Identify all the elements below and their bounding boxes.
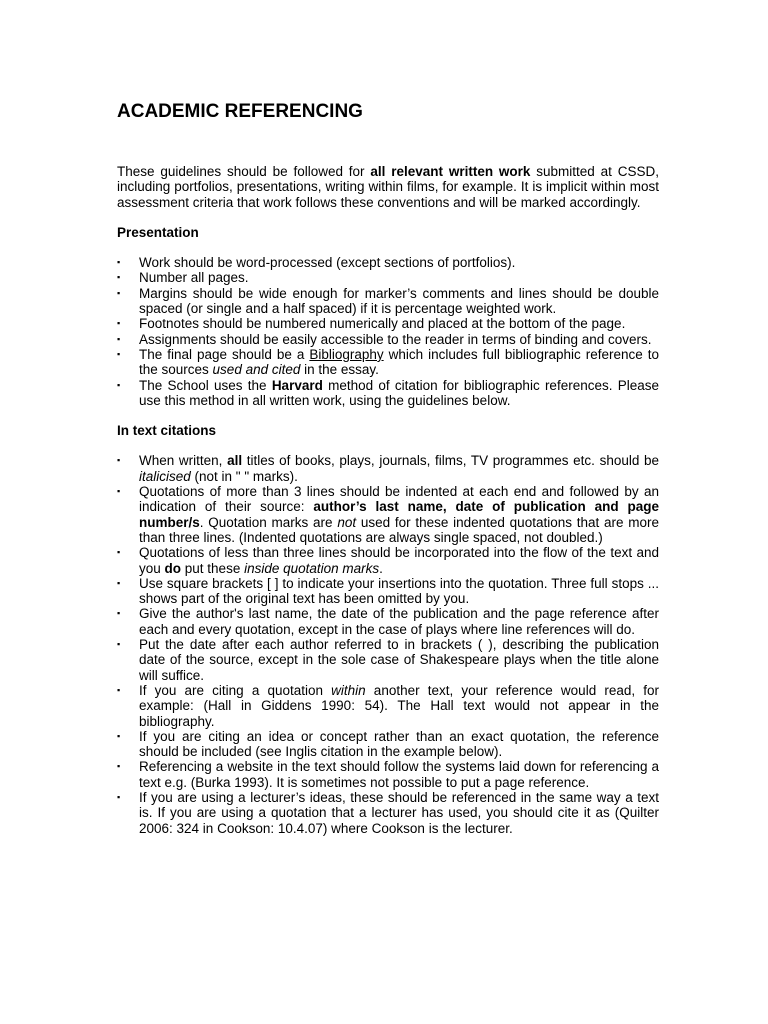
list-item: ▪ The final page should be a Bibliography which includes full bibliographic reference to the sources used and cited in the essay. — [117, 346, 659, 378]
bullet-icon: ▪ — [117, 577, 121, 588]
list-item: ▪ Quotations of less than three lines should be incorporated into the flow of the text and you do put these inside quotation marks. — [117, 545, 659, 576]
list-item: ▪ Quotations of more than 3 lines should be indented at each end and followed by an indication of their source: author’s last name, date of publication and page number/s. Quotation marks are not used for these indented quotations that are more than three lines. (Indented quotations are always single spaced, not doubled.) — [117, 484, 659, 545]
bullet-icon: ▪ — [117, 761, 121, 772]
list-item: ▪ Give the author's last name, the date of the publication and the page reference after each and every quotation, except in the case of plays where line references will do. — [117, 606, 659, 637]
presentation-heading: Presentation — [117, 224, 199, 240]
bullet-icon: ▪ — [117, 455, 121, 466]
list-item: ▪ The School uses the Harvard method of citation for bibliographic references. Please use this method in all written work, using the guidelines below. — [117, 377, 659, 408]
bullet-icon: ▪ — [117, 684, 121, 695]
list-item: ▪ If you are citing a quotation within another text, your reference would read, for example: (Hall in Giddens 1990: 54). The Hall text would not appear in the bibliography. — [117, 682, 659, 729]
bullet-icon: ▪ — [117, 608, 121, 619]
citations-list — [117, 453, 659, 835]
intro-paragraph: These guidelines should be followed for all relevant written work submitted at CSSD, including portfolios, presentations, writing within films, for example. It is implicit within most assessment criteria that work follows these conventions and will be marked accordingly. — [117, 164, 659, 210]
list-item: ▪ Put the date after each author referred to in brackets ( ), describing the publication date of the source, except in the sole case of Shakespeare plays when the title alone will suffice. — [117, 637, 659, 683]
bullet-icon: ▪ — [117, 287, 121, 298]
bullet-icon: ▪ — [117, 272, 121, 283]
bullet-icon: ▪ — [117, 791, 121, 802]
bullet-icon: ▪ — [117, 333, 121, 344]
page-title: ACADEMIC REFERENCING — [117, 101, 363, 122]
list-item: ▪ Referencing a website in the text should follow the systems laid down for referencing a text e.g. (Burka 1993). It is sometimes not possible to put a page reference. — [117, 759, 659, 790]
list-item: ▪ If you are using a lecturer’s ideas, these should be referenced in the same way a text is. If you are using a quotation that a lecturer has used, you should cite it as (Quilter 2006: 324 in Cookson: 10.4.07) where Cookson is the lecturer. — [117, 789, 659, 836]
bullet-icon: ▪ — [117, 639, 121, 650]
list-item: ▪ Footnotes should be numbered numerically and placed at the bottom of the page. — [117, 316, 626, 332]
bullet-icon: ▪ — [117, 730, 121, 741]
bullet-icon: ▪ — [117, 348, 121, 359]
presentation-list — [117, 255, 659, 408]
bullet-icon: ▪ — [117, 318, 121, 329]
bullet-icon: ▪ — [117, 257, 121, 268]
bullet-icon: ▪ — [117, 547, 121, 558]
list-item: ▪ If you are citing an idea or concept rather than an exact quotation, the reference should be included (see Inglis citation in the example below). — [117, 728, 659, 760]
list-item: ▪ Use square brackets [ ] to indicate your insertions into the quotation. Three full stops ... shows part of the original text has been omitted by you. — [117, 575, 659, 607]
bullet-icon: ▪ — [117, 486, 121, 497]
list-item: ▪ Number all pages. — [117, 270, 249, 286]
bullet-icon: ▪ — [117, 379, 121, 390]
list-item: ▪ Margins should be wide enough for marker’s comments and lines should be double spaced (or single and a half spaced) if it is percentage weighted work. — [117, 285, 659, 317]
citations-heading: In text citations — [117, 423, 217, 439]
list-item: ▪ Assignments should be easily accessible to the reader in terms of binding and covers. — [117, 331, 652, 347]
list-item: ▪ When written, all titles of books, plays, journals, films, TV programmes etc. should be italicised (not in " " marks). — [117, 453, 659, 484]
list-item: ▪ Work should be word-processed (except sections of portfolios). — [117, 255, 516, 271]
